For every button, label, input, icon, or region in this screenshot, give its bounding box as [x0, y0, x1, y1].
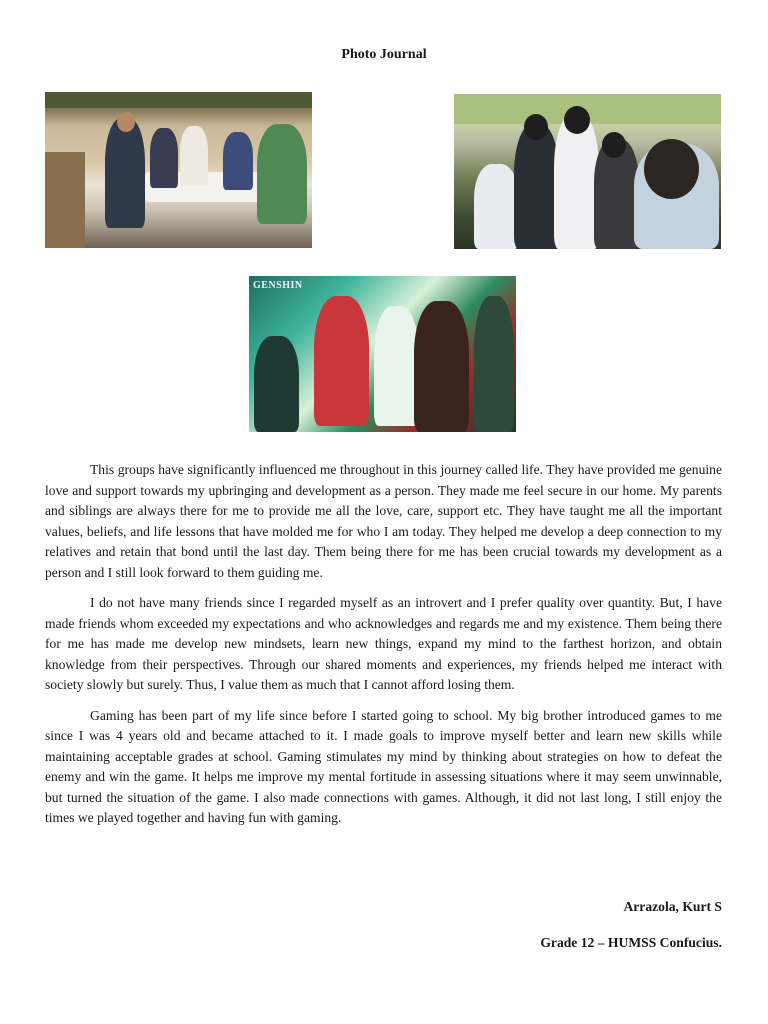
- paragraph-gaming: Gaming has been part of my life since before I started going to school. My big brother introduced games to me since I was 4 years old and became attached to it. I made goals to improve myself better and learn new skills while maintaining acceptable grades at school. Gaming stimulates my mind by thinking about strategies on how to defeat the enemy and win the game. It helps me improve my mental fortitude in assessing situations where it may seem unwinnable, but turned the situation of the game. I also made connections with games. Although, it did not last long, I still enjoy the times we played together and having fun with gaming.: [45, 707, 722, 825]
- game-logo: GENSHIN: [253, 280, 303, 291]
- journal-body: [45, 460, 722, 839]
- author-grade: Grade 12 – HUMSS Confucius.: [540, 935, 722, 950]
- paragraph-friends: I do not have many friends since I regarded myself as an introvert and I prefer quality over quantity. But, I have made friends whom exceeded my expectations and who acknowledges and regards me and my existence. Them being there for me has made me develop new mindsets, learn new things, expand my mind to the farthest horizon, and obtain knowledge from their perspectives. Through our shared moments and experiences, my friends helped me interact with society slowly but surely. Thus, I value them as much that I cannot afford losing them.: [45, 595, 722, 692]
- family-photo: [45, 92, 312, 248]
- friends-photo: [454, 94, 721, 249]
- author-name: Arrazola, Kurt S: [623, 899, 722, 914]
- page-title: Photo Journal: [341, 47, 427, 62]
- game-art-photo: [249, 276, 516, 432]
- paragraph-family: This groups have significantly influenced me throughout in this journey called life. They have provided me genuine love and support towards my upbringing and development as a person. They made me feel secure in our home. My parents and siblings are always there for me to provide me all the love, care, support etc. They have taught me all the important values, beliefs, and life lessons that have molded me for who I am today. They helped me develop a deep connection to my relatives and retain that bond until the last day. Them being there for me has been crucial towards my development as a person and I still look forward to them guiding me.: [45, 462, 722, 580]
